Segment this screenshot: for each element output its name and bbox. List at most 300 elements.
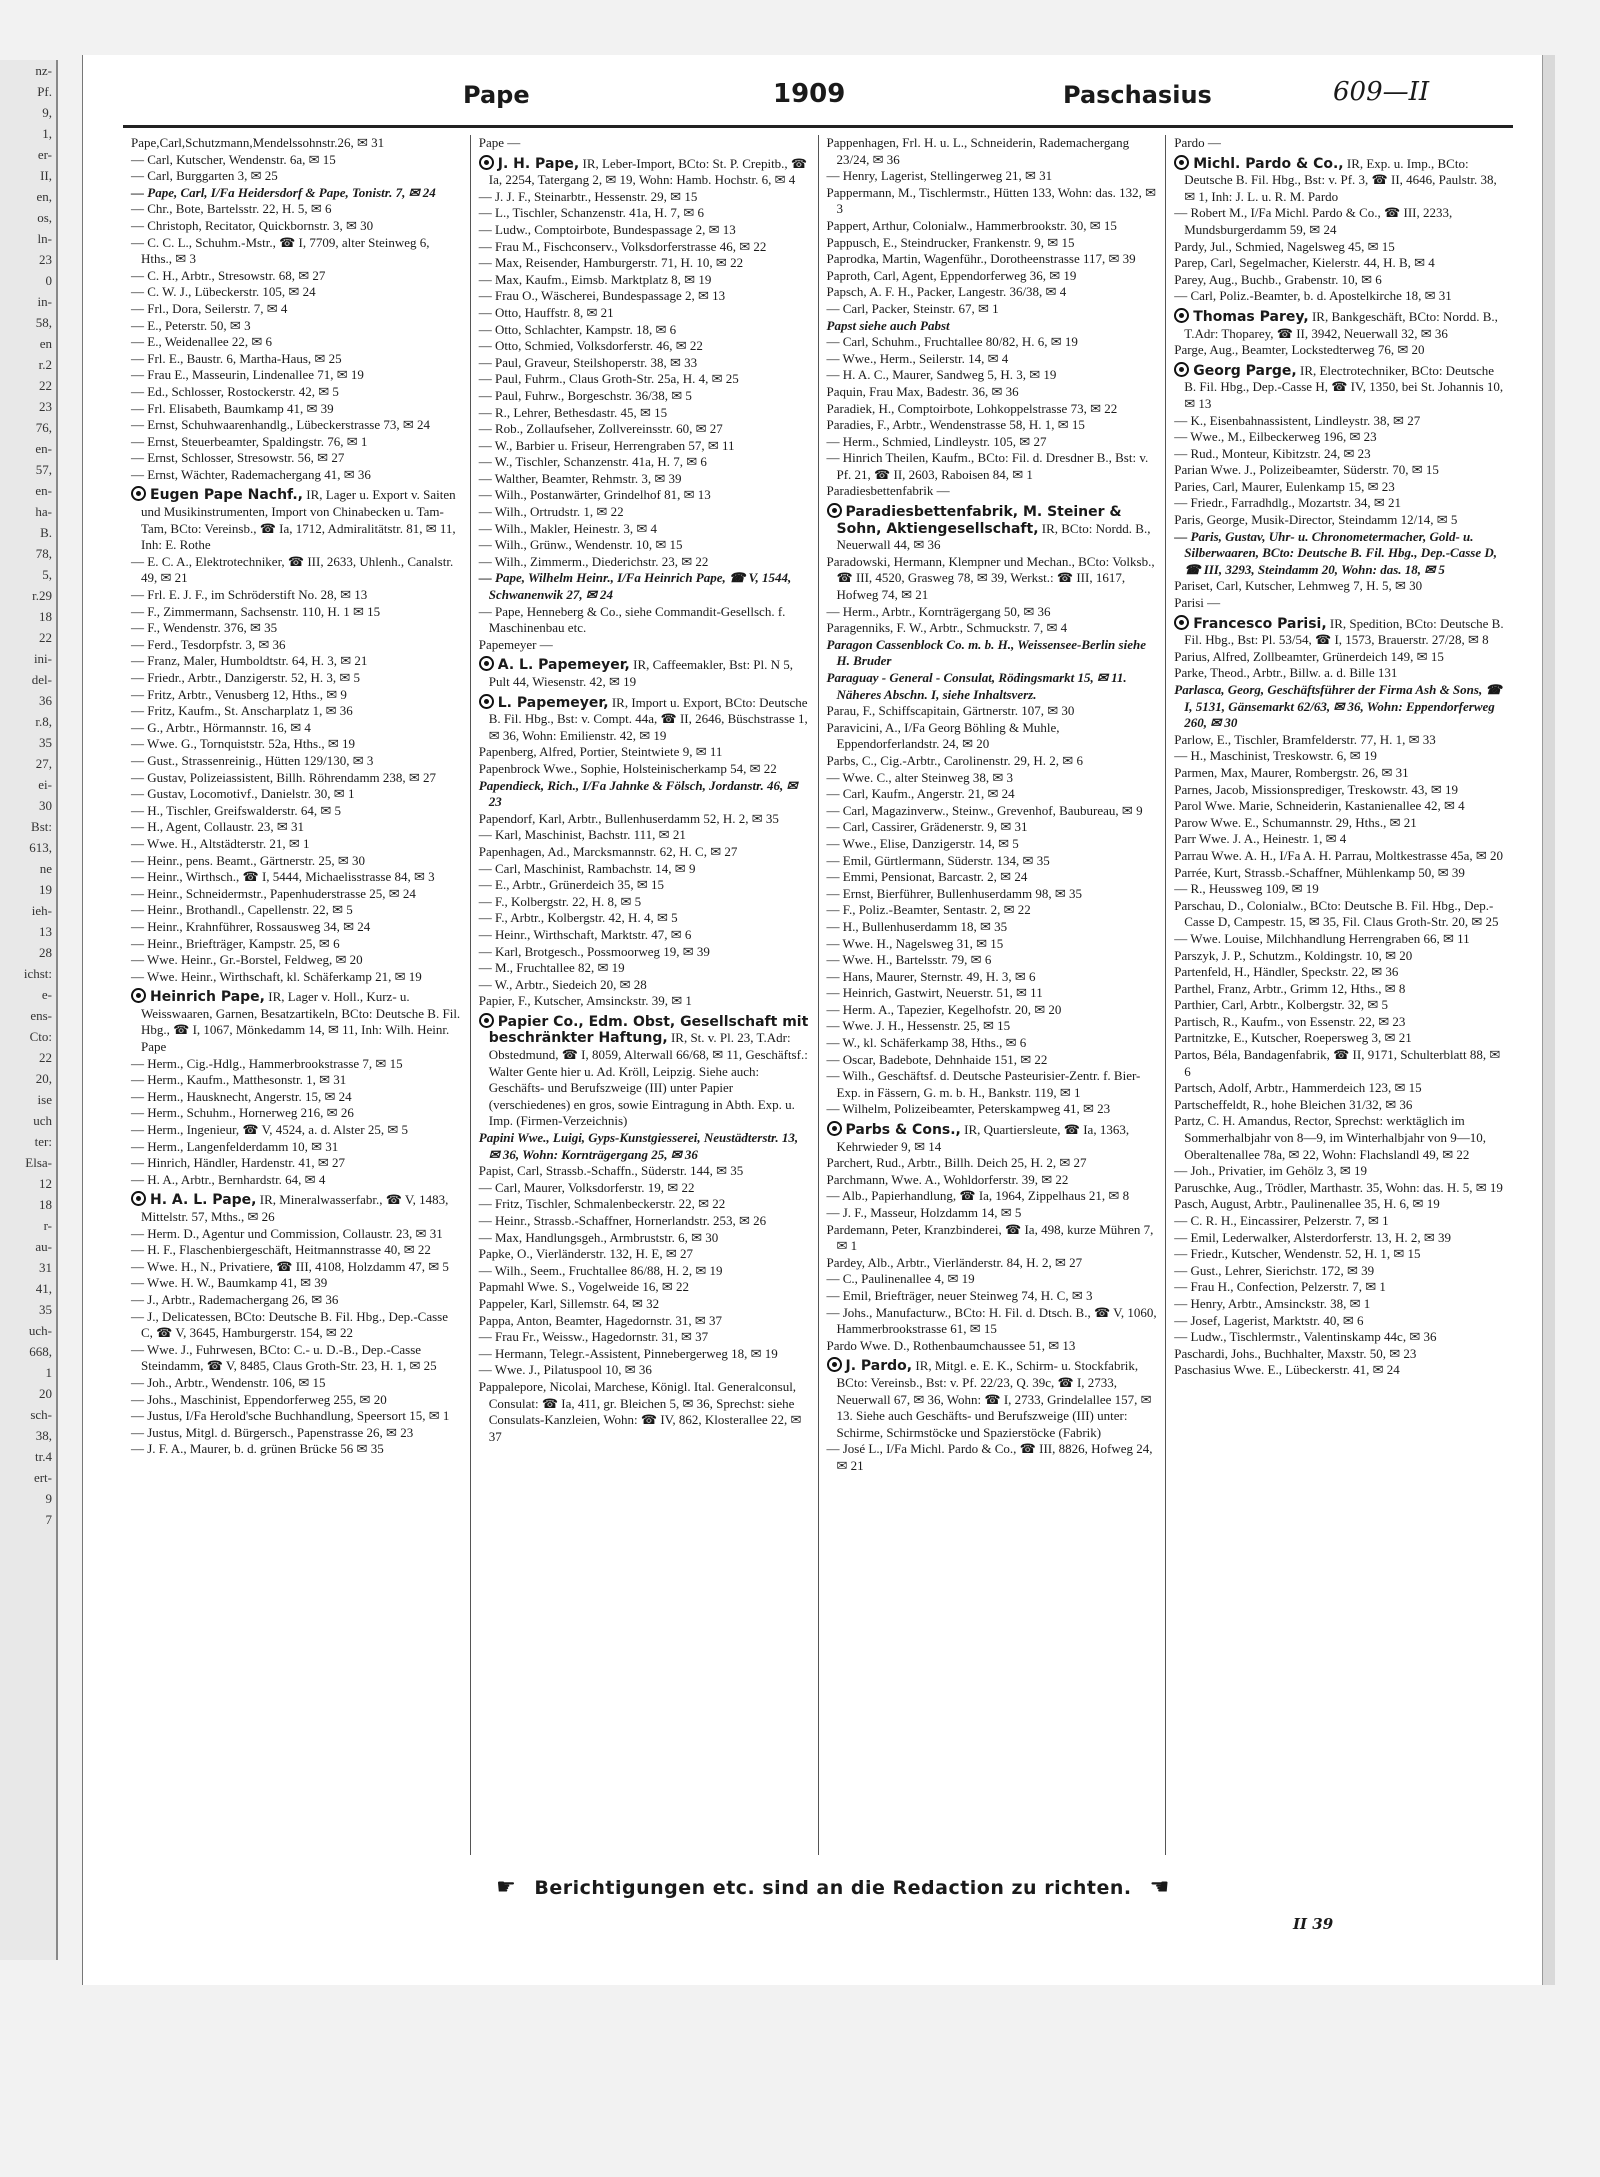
directory-entry xyxy=(131,185,462,202)
directory-entry xyxy=(827,1288,1158,1305)
directory-entry xyxy=(1174,288,1505,305)
entry-text: — C. C. L., Schuhm.-Mstr., ☎ I, 7709, alter Steinweg 6, Hths., ✉ 3 xyxy=(131,234,430,267)
firm-name: Georg Parge, xyxy=(1193,362,1297,379)
directory-entry xyxy=(479,554,810,571)
directory-entry xyxy=(827,670,1158,703)
directory-entry xyxy=(1174,135,1505,152)
margin-fragment: en, xyxy=(36,189,52,204)
column-2 xyxy=(471,135,819,1855)
firm-mark-icon xyxy=(1174,362,1189,377)
entry-text: — Carl, Maschinist, Rambachstr. 14, ✉ 9 xyxy=(478,860,696,876)
entry-text: — Herm., Schmied, Lindleystr. 105, ✉ 27 xyxy=(826,433,1047,449)
entry-text: Partz, C. H. Amandus, Rector, Sprechst: werktäglich im Sommerhalbjahr von 8—9, im Winterhalbjahr von 9—10, Oberaltenallee 78a, ✉ 22, Wohn: Flachslandl 49, ✉ 22 xyxy=(1174,1113,1487,1162)
directory-entry xyxy=(827,637,1158,670)
entry-text: — R., Heussweg 109, ✉ 19 xyxy=(1174,881,1319,897)
directory-entry xyxy=(1174,272,1505,289)
entry-text: Parisi — xyxy=(1174,595,1221,611)
firm-details: IR, Leber-Import, BCto: St. P. Crepitb., ☎ Ia, 2254, Tatergang 2, ✉ 19, Wohn: Hamb. Hochstr. 6, ✉ 4 xyxy=(488,155,808,188)
directory-entry xyxy=(131,886,462,903)
entry-text: — H., Bullenhuserdamm 18, ✉ 35 xyxy=(826,918,1008,934)
directory-entry xyxy=(131,318,462,335)
directory-entry xyxy=(479,944,810,961)
entry-text: Parol Wwe. Marie, Schneiderin, Kastanienallee 42, ✉ 4 xyxy=(1174,798,1465,814)
entry-text: Pappert, Arthur, Colonialw., Hammerbrookstr. 30, ✉ 15 xyxy=(826,217,1117,233)
directory-entry xyxy=(479,927,810,944)
entry-text: Pape — xyxy=(478,135,521,150)
entry-text: — Wilh., Seem., Fruchtallee 86/88, H. 2, ✉ 19 xyxy=(478,1262,723,1278)
entry-text: Paproth, Carl, Agent, Eppendorferweg 36, ✉ 19 xyxy=(826,267,1077,283)
firm-name: Thomas Parey, xyxy=(1193,308,1309,325)
directory-entry xyxy=(479,504,810,521)
directory-entry xyxy=(479,977,810,994)
directory-entry xyxy=(827,720,1158,753)
entry-text: — Ludw., Tischlermstr., Valentinskamp 44c, ✉ 36 xyxy=(1174,1329,1437,1345)
entry-text: Papke, O., Vierländerstr. 132, H. E, ✉ 27 xyxy=(478,1246,693,1262)
directory-entry xyxy=(1174,462,1505,479)
directory-entry xyxy=(1174,649,1505,666)
entry-text: Parr Wwe. J. A., Heinestr. 1, ✉ 4 xyxy=(1174,831,1347,847)
directory-entry xyxy=(827,334,1158,351)
entry-text: — Friedr., Arbtr., Danzigerstr. 52, H. 3, ✉ 5 xyxy=(131,670,360,685)
entry-text: — Pape, Wilhelm Heinr., I/Fa Heinrich Pape, ☎ V, 1544, Schwanenwik 27, ✉ 24 xyxy=(478,570,792,603)
entry-text: — Ed., Schlosser, Rostockerstr. 42, ✉ 5 xyxy=(131,383,339,399)
margin-fragment: ieh- xyxy=(31,903,52,918)
entry-text: Paragon Cassenblock Co. m. b. H., Weissensee-Berlin siehe H. Bruder xyxy=(826,636,1146,669)
directory-entry xyxy=(827,218,1158,235)
directory-entry xyxy=(131,1155,462,1172)
directory-entry xyxy=(131,902,462,919)
directory-entry xyxy=(131,334,462,351)
directory-entry xyxy=(131,786,462,803)
firm-name: A. L. Papemeyer, xyxy=(497,657,630,674)
entry-text: Pappeler, Karl, Sillemstr. 64, ✉ 32 xyxy=(478,1295,660,1311)
margin-fragment: 58, xyxy=(35,315,52,330)
margin-fragment: 19 xyxy=(39,882,52,897)
entry-text: — Heinr., Brothandl., Capellenstr. 22, ✉ 5 xyxy=(131,902,353,918)
entry-text: Parrau Wwe. A. H., I/Fa A. H. Parrau, Moltkestrasse 45a, ✉ 20 xyxy=(1174,847,1503,863)
margin-fragment: r.2 xyxy=(38,357,52,372)
entry-text: Papier, F., Kutscher, Amsinckstr. 39, ✉ 1 xyxy=(478,993,692,1009)
directory-entry xyxy=(827,351,1158,368)
entry-text: — Heinr., Wirthschaft, Marktstr. 47, ✉ 6 xyxy=(478,926,692,942)
margin-fragment: 5, xyxy=(42,567,52,582)
directory-entry xyxy=(479,454,810,471)
directory-entry xyxy=(479,239,810,256)
directory-entry xyxy=(827,952,1158,969)
entry-text: Papenbrock Wwe., Sophie, Holsteinischerkamp 54, ✉ 22 xyxy=(478,760,777,776)
entry-text: — Carl, Burggarten 3, ✉ 25 xyxy=(131,168,278,184)
directory-entry xyxy=(479,570,810,603)
firm-entry xyxy=(827,503,1158,554)
firm-details: IR, Mitgl. e. E. K., Schirm- u. Stockfabrik, BCto: Vereinsb., Bst: v. Pf. 22/23, Q. 39c, ☎ I, 2733, Neuerwall 67, ✉ 36, Wohn: ☎ I, 2733, Grindelallee 157, ✉ 13. Siehe auch Geschäfts- und Berufszweige (III) unter: Schirme, Schirmstöcke und Spazierstöcke (Fabrik) xyxy=(836,1358,1152,1440)
directory-entry xyxy=(827,417,1158,434)
entry-text: — Paul, Fuhrw., Borgeschstr. 36/38, ✉ 5 xyxy=(478,387,692,403)
firm-mark-icon xyxy=(479,155,494,170)
entry-text: — Frau H., Confection, Pelzerstr. 7, ✉ 1 xyxy=(1174,1279,1386,1295)
entry-text: Parszyk, J. P., Schutzm., Koldingstr. 10, ✉ 20 xyxy=(1174,947,1413,963)
directory-entry xyxy=(479,1296,810,1313)
entry-text: — C. H., Arbtr., Stresowstr. 68, ✉ 27 xyxy=(131,267,326,283)
directory-entry xyxy=(1174,748,1505,765)
directory-entry xyxy=(131,1392,462,1409)
directory-entry xyxy=(827,251,1158,268)
margin-fragment: ne xyxy=(39,861,52,876)
entry-text: Partos, Béla, Bandagenfabrik, ☎ II, 9171, Schulterblatt 88, ✉ 6 xyxy=(1174,1047,1501,1079)
firm-mark-icon xyxy=(479,694,494,709)
adjacent-page-strip xyxy=(0,60,58,1960)
entry-text: — Herm., Hausknecht, Angerstr. 15, ✉ 24 xyxy=(131,1088,352,1104)
directory-entry xyxy=(131,703,462,720)
margin-fragment: in- xyxy=(37,294,52,309)
entry-text: — Hinrich, Händler, Hardenstr. 41, ✉ 27 xyxy=(131,1155,345,1171)
entry-text: — Wilh., Postanwärter, Grindelhof 81, ✉ 13 xyxy=(478,487,711,503)
directory-entry xyxy=(1174,765,1505,782)
directory-entry xyxy=(827,1441,1158,1474)
directory-entry xyxy=(131,1226,462,1243)
entry-text: — Heinr., Wirthsch., ☎ I, 5444, Michaelisstrasse 84, ✉ 3 xyxy=(131,869,435,885)
directory-entry xyxy=(131,554,462,587)
margin-fragment: r- xyxy=(43,1218,52,1233)
directory-entry xyxy=(131,1375,462,1392)
directory-entry xyxy=(131,1259,462,1276)
entry-text: Parius, Alfred, Zollbeamter, Grünerdeich 149, ✉ 15 xyxy=(1174,648,1444,664)
margin-fragment: e- xyxy=(41,987,52,1002)
directory-entry xyxy=(131,952,462,969)
entry-text: — Frau E., Masseurin, Lindenallee 71, ✉ 19 xyxy=(131,367,364,383)
entry-text: — Herm., Ingenieur, ☎ V, 4524, a. d. Alster 25, ✉ 5 xyxy=(131,1122,409,1138)
directory-entry xyxy=(1174,1196,1505,1213)
entry-text: — Wwe. Heinr., Wirthschaft, kl. Schäferkamp 21, ✉ 19 xyxy=(131,968,422,984)
entry-text: — Hermann, Telegr.-Assistent, Pinnebergerweg 18, ✉ 19 xyxy=(478,1345,778,1361)
entry-text: — K., Eisenbahnassistent, Lindleystr. 38, ✉ 27 xyxy=(1174,412,1421,428)
entry-text: — Ernst, Schlosser, Stresowstr. 56, ✉ 27 xyxy=(131,450,345,466)
entry-text: Paradiesbettenfabrik — xyxy=(826,483,950,499)
entry-text: — Chr., Bote, Bartelsstr. 22, H. 5, ✉ 6 xyxy=(131,201,332,217)
entry-text: Parian Wwe. J., Polizeibeamter, Süderstr. 70, ✉ 15 xyxy=(1174,462,1439,478)
directory-entry xyxy=(479,255,810,272)
directory-entry xyxy=(1174,495,1505,512)
margin-fragment: ise xyxy=(37,1092,52,1107)
firm-entry xyxy=(1174,362,1505,413)
entry-text: — Otto, Schlachter, Kampstr. 18, ✉ 6 xyxy=(478,321,677,337)
directory-entry xyxy=(131,1408,462,1425)
entry-text: — R., Lehrer, Bethesdastr. 45, ✉ 15 xyxy=(478,404,668,420)
entry-text: — H., Maschinist, Treskowstr. 6, ✉ 19 xyxy=(1174,748,1377,764)
directory-entry xyxy=(131,836,462,853)
directory-entry xyxy=(827,1271,1158,1288)
directory-entry xyxy=(827,836,1158,853)
directory-entry xyxy=(1174,798,1505,815)
margin-fragment: 35 xyxy=(39,735,52,750)
directory-entry xyxy=(131,1172,462,1189)
entry-text: — H. F., Flaschenbiergeschäft, Heitmannstrasse 40, ✉ 22 xyxy=(131,1242,431,1258)
firm-mark-icon xyxy=(131,988,146,1003)
entry-text: — Herm., Arbtr., Kornträgergang 50, ✉ 36 xyxy=(826,603,1051,619)
entry-text: Papst siehe auch Pabst xyxy=(826,317,950,333)
directory-entry xyxy=(479,778,810,811)
directory-entry xyxy=(827,1052,1158,1069)
firm-name: L. Papemeyer, xyxy=(497,694,609,711)
entry-text: — Pape, Carl, I/Fa Heidersdorf & Pape, Tonistr. 7, ✉ 24 xyxy=(131,184,436,200)
firm-name: Papier Co., Edm. Obst, Gesellschaft mit beschränkter Haftung, xyxy=(488,1013,809,1047)
directory-entry xyxy=(131,919,462,936)
entry-text: — Wilh., Makler, Heinestr. 3, ✉ 4 xyxy=(478,520,657,536)
entry-text: — Paris, Gustav, Uhr- u. Chronometermacher, Gold- u. Silberwaaren, BCto: Deutsche B. Fil. Hbg., Dep.-Casse D, ☎ III, 3293, Steindamm 20, Wohn: das. 18, ✉ 5 xyxy=(1174,528,1497,577)
entry-text: Parthier, Carl, Arbtr., Kolbergstr. 32, ✉ 5 xyxy=(1174,997,1389,1013)
directory-entry xyxy=(479,1263,810,1280)
directory-entry xyxy=(131,284,462,301)
directory-entry xyxy=(827,969,1158,986)
directory-entry xyxy=(1174,1230,1505,1247)
margin-fragment: 613, xyxy=(29,840,52,855)
directory-entry xyxy=(479,205,810,222)
directory-entry xyxy=(131,434,462,451)
directory-entry xyxy=(131,936,462,953)
entry-text: — Wwe. C., alter Steinweg 38, ✉ 3 xyxy=(826,769,1013,785)
entry-text: — Ferd., Tesdorpfstr. 3, ✉ 36 xyxy=(131,636,286,652)
entry-text: Papsch, A. F. H., Packer, Langestr. 36/38, ✉ 4 xyxy=(826,284,1067,300)
directory-entry xyxy=(827,450,1158,483)
entry-text: — Emil, Gürtlermann, Süderstr. 134, ✉ 35 xyxy=(826,852,1050,868)
margin-fragment: 38, xyxy=(35,1428,52,1443)
directory-entry xyxy=(827,235,1158,252)
directory-entry xyxy=(827,1068,1158,1101)
firm-details: IR, Caffeemakler, Bst: Pl. N 5, Pult 44, Wiesenstr. 42, ✉ 19 xyxy=(488,657,794,689)
entry-text: — Frl. E., Baustr. 6, Martha-Haus, ✉ 25 xyxy=(131,350,342,366)
entry-text: Pappenhagen, Frl. H. u. L., Schneiderin, Rademachergang 23/24, ✉ 36 xyxy=(826,135,1130,167)
directory-entry xyxy=(827,1305,1158,1338)
directory-entry xyxy=(131,417,462,434)
directory-entry xyxy=(1174,931,1505,948)
directory-entry xyxy=(131,1292,462,1309)
firm-entry xyxy=(479,155,810,189)
entry-text: — Emmi, Pensionat, Barcastr. 2, ✉ 24 xyxy=(826,869,1028,885)
entry-text: — H. A., Arbtr., Bernhardstr. 64, ✉ 4 xyxy=(131,1171,326,1187)
entry-text: — F., Wendenstr. 376, ✉ 35 xyxy=(131,620,278,636)
entry-text: Pappa, Anton, Beamter, Hagedornstr. 31, ✉ 37 xyxy=(478,1312,722,1328)
firm-name: Paradiesbettenfabrik, M. Steiner & Sohn, Aktiengesellschaft, xyxy=(836,504,1122,537)
entry-text: — Alb., Papierhandlung, ☎ Ia, 1964, Zippelhaus 21, ✉ 8 xyxy=(826,1188,1130,1204)
directory-entry xyxy=(131,653,462,670)
directory-entry xyxy=(1174,413,1505,430)
margin-fragment: au- xyxy=(35,1239,52,1254)
directory-entry xyxy=(1174,578,1505,595)
directory-entry xyxy=(1174,429,1505,446)
directory-entry xyxy=(131,467,462,484)
directory-entry xyxy=(479,1379,810,1445)
margin-fragment: en- xyxy=(35,483,52,498)
margin-fragment: 31 xyxy=(39,1260,52,1275)
firm-mark-icon xyxy=(479,656,494,671)
directory-entry xyxy=(1174,1047,1505,1080)
entry-text: — J. F. A., Maurer, b. d. grünen Brücke 56 ✉ 35 xyxy=(131,1441,384,1457)
directory-entry xyxy=(827,753,1158,770)
directory-entry xyxy=(131,1342,462,1375)
entry-text: — Gustav, Polizeiassistent, Billh. Röhrendamm 238, ✉ 27 xyxy=(131,769,437,785)
directory-entry xyxy=(827,185,1158,218)
entry-text: — J., Delicatessen, BCto: Deutsche B. Fil. Hbg., Dep.-Casse C, ☎ V, 3645, Hamburgerstr. 154, ✉ 22 xyxy=(131,1308,449,1341)
directory-entry xyxy=(479,1163,810,1180)
entry-text: Papini Wwe., Luigi, Gyps-Kunstgiesserei, Neustädterstr. 13, ✉ 36, Wohn: Kornträgergang 25, ✉ 36 xyxy=(478,1130,799,1162)
entry-text: — Wwe. H., N., Privatiere, ☎ III, 4108, Holzdamm 47, ✉ 5 xyxy=(131,1258,449,1274)
entry-text: — Gustav, Locomotivf., Danielstr. 30, ✉ 1 xyxy=(131,786,355,802)
entry-text: — W., Arbtr., Siedeich 20, ✉ 28 xyxy=(478,976,647,992)
directory-entry xyxy=(1174,512,1505,529)
entry-text: — Herm., Kaufm., Matthesonstr. 1, ✉ 31 xyxy=(131,1072,347,1088)
entry-text: — Hinrich Theilen, Kaufm., BCto: Fil. d. Dresdner B., Bst: v. Pf. 21, ☎ II, 2603, Raboisen 84, ✉ 1 xyxy=(826,450,1149,482)
entry-text: Parep, Carl, Segelmacher, Kielerstr. 44, H. B, ✉ 4 xyxy=(1174,255,1435,271)
directory-entry xyxy=(827,936,1158,953)
directory-entry xyxy=(1174,1097,1505,1114)
margin-fragment: del- xyxy=(31,672,52,687)
margin-fragment: 668, xyxy=(29,1344,52,1359)
entry-text: — Heinr., Krahnführer, Rossausweg 34, ✉ 24 xyxy=(131,918,371,934)
entry-text: — Pape, Henneberg & Co., siehe Commandit-Gesellsch. f. Maschinenbau etc. xyxy=(478,603,786,636)
directory-entry xyxy=(479,487,810,504)
entry-text: — Wwe., Herm., Seilerstr. 14, ✉ 4 xyxy=(826,350,1009,366)
margin-fragment: 9, xyxy=(42,105,52,120)
entry-text: Parow Wwe. E., Schumannstr. 29, Hths., ✉ 21 xyxy=(1174,814,1417,830)
directory-entry xyxy=(827,985,1158,1002)
entry-text: — C., Paulinenallee 4, ✉ 19 xyxy=(826,1271,975,1287)
entry-text: — Henry, Arbtr., Amsinckstr. 38, ✉ 1 xyxy=(1174,1295,1371,1311)
firm-name: J. Pardo, xyxy=(845,1358,913,1375)
entry-text: Partenfeld, H., Händler, Speckstr. 22, ✉ 36 xyxy=(1174,964,1399,980)
directory-entry xyxy=(827,803,1158,820)
entry-text: — Hans, Maurer, Sternstr. 49, H. 3, ✉ 6 xyxy=(826,968,1036,984)
entry-text: Papemeyer — xyxy=(478,636,553,652)
entry-text: — Herm., Cig.-Hdlg., Hammerbrookstrasse 7, ✉ 15 xyxy=(131,1055,403,1071)
entry-text: — Emil, Briefträger, neuer Steinweg 74, H. C, ✉ 3 xyxy=(826,1287,1093,1303)
directory-entry xyxy=(1174,848,1505,865)
directory-entry xyxy=(827,1018,1158,1035)
firm-entry xyxy=(1174,308,1505,342)
entry-text: Pappalepore, Nicolai, Marchese, Königl. Ital. Generalconsul, Consulat: ☎ Ia, 411, gr. Bleichen 5, ✉ 36, Sprechst: siehe Consulats-Kanzleien, Wohn: ☎ IV, 862, Klosterallee 22, ✉ 37 xyxy=(478,1378,802,1444)
entry-text: Parau, F., Schiffscapitain, Gärtnerstr. 107, ✉ 30 xyxy=(826,703,1075,719)
firm-mark-icon xyxy=(479,1013,494,1028)
entry-text: Papendorf, Karl, Arbtr., Bullenhuserdamm 52, H. 2, ✉ 35 xyxy=(478,810,779,826)
header-last-name: Paschasius xyxy=(1063,81,1212,109)
margin-fragment: 0 xyxy=(45,273,52,288)
margin-fragment: 23 xyxy=(39,252,52,267)
entry-text: — Karl, Maschinist, Bachstr. 111, ✉ 21 xyxy=(478,827,686,843)
directory-entry xyxy=(827,301,1158,318)
entry-text: Parrée, Kurt, Strassb.-Schaffner, Mühlenkamp 50, ✉ 39 xyxy=(1174,864,1465,880)
directory-entry xyxy=(479,288,810,305)
entry-text: Parmen, Max, Maurer, Rombergstr. 26, ✉ 31 xyxy=(1174,764,1409,780)
entry-text: — F., Kolbergstr. 22, H. 8, ✉ 5 xyxy=(478,893,642,909)
entry-text: — Justus, Mitgl. d. Bürgersch., Papenstrasse 26, ✉ 23 xyxy=(131,1424,414,1440)
page-edge xyxy=(1542,55,1555,1985)
directory-entry xyxy=(479,877,810,894)
entry-text: Pariset, Carl, Kutscher, Lehmweg 7, H. 5, ✉ 30 xyxy=(1174,578,1423,594)
directory-entry xyxy=(827,318,1158,335)
firm-mark-icon xyxy=(827,1357,842,1372)
pointing-hand-right-icon: ☚ xyxy=(1149,1875,1170,1900)
directory-entry xyxy=(479,1196,810,1213)
entry-text: Papendieck, Rich., I/Fa Jahnke & Fölsch, Jordanstr. 46, ✉ 23 xyxy=(478,777,798,810)
directory-entry xyxy=(479,521,810,538)
directory-entry xyxy=(131,1441,462,1458)
margin-fragment: 27, xyxy=(35,756,52,771)
firm-entry xyxy=(131,1191,462,1225)
entry-text: — Carl, Kutscher, Wendenstr. 6a, ✉ 15 xyxy=(131,151,336,167)
margin-fragment: 35 xyxy=(39,1302,52,1317)
margin-fragment: nz- xyxy=(35,63,52,78)
directory-entry xyxy=(131,803,462,820)
page-header xyxy=(123,69,1503,121)
entry-text: — Robert M., I/Fa Michl. Pardo & Co., ☎ III, 2233, Mundsburgerdamm 59, ✉ 24 xyxy=(1174,205,1453,237)
entry-text: — Wwe. J., Fuhrwesen, BCto: C.- u. D.-B., Dep.-Casse Steindamm, ☎ V, 8485, Claus Groth-Str. 23, H. 1, ✉ 25 xyxy=(131,1341,437,1374)
margin-fragment: uch- xyxy=(28,1323,52,1338)
entry-text: — Carl, Poliz.-Beamter, b. d. Apostelkirche 18, ✉ 31 xyxy=(1174,288,1452,304)
entry-text: Pardo — xyxy=(1174,135,1221,150)
directory-entry xyxy=(479,272,810,289)
firm-details: IR, Electrotechniker, BCto: Deutsche B. Fil. Hbg., Dep.-Casse H, ☎ IV, 1350, bei St. Johannis 10, ✉ 13 xyxy=(1184,362,1504,411)
directory-entry xyxy=(479,844,810,861)
directory-entry xyxy=(131,1309,462,1342)
firm-mark-icon xyxy=(1174,308,1189,323)
entry-text: — Friedr., Kutscher, Wendenstr. 52, H. 1, ✉ 15 xyxy=(1174,1246,1421,1262)
entry-text: — Wwe., M., Eilbeckerweg 196, ✉ 23 xyxy=(1174,429,1377,445)
header-year: 1909 xyxy=(773,79,846,109)
directory-entry xyxy=(131,1122,462,1139)
directory-entry xyxy=(827,1188,1158,1205)
entry-text: — Johs., Manufacturw., BCto: H. Fil. d. Dtsch. B., ☎ V, 1060, Hammerbrookstrasse 61, ✉ 15 xyxy=(826,1304,1157,1337)
directory-entry xyxy=(479,1230,810,1247)
directory-entry xyxy=(131,135,462,152)
entry-text: — F., Arbtr., Kolbergstr. 42, H. 4, ✉ 5 xyxy=(478,910,678,926)
directory-entry xyxy=(479,322,810,339)
directory-entry xyxy=(827,401,1158,418)
directory-entry xyxy=(131,1139,462,1156)
margin-fragment: 1 xyxy=(45,1365,52,1380)
directory-entry xyxy=(131,853,462,870)
directory-entry xyxy=(479,222,810,239)
firm-details: IR, Quartiersleute, ☎ Ia, 1363, Kehrwieder 9, ✉ 14 xyxy=(836,1122,1130,1154)
directory-entry xyxy=(131,152,462,169)
firm-details: IR, Import u. Export, BCto: Deutsche B. Fil. Hbg., Bst: v. Compt. 44a, ☎ II, 2646, Büschstrasse 1, ✉ 36, Wohn: Emilienstr. 42, ✉ 19 xyxy=(488,694,808,743)
entry-text: — Walther, Beamter, Rehmstr. 3, ✉ 39 xyxy=(478,470,682,486)
directory-entry xyxy=(131,687,462,704)
entry-text: Pardey, Alb., Arbtr., Vierländerstr. 84, H. 2, ✉ 27 xyxy=(826,1254,1083,1270)
margin-fragment: 9 xyxy=(45,1491,52,1506)
directory-entry xyxy=(827,1205,1158,1222)
directory-entry xyxy=(479,1279,810,1296)
directory-entry xyxy=(479,604,810,637)
entry-text: — Wilh., Grünw., Wendenstr. 10, ✉ 15 xyxy=(478,537,683,553)
directory-entry xyxy=(131,869,462,886)
entry-text: — Frl. Elisabeth, Baumkamp 41, ✉ 39 xyxy=(131,400,334,416)
firm-details: IR, Lager u. Export v. Saiten und Musikinstrumenten, Import von Chinabecken u. Tam-Tam, BCto: Vereinsb., ☎ Ia, 1712, Admiralitätstr. 81, ✉ 11, Inh: E. Rothe xyxy=(141,487,456,553)
directory-entry xyxy=(131,720,462,737)
entry-text: Paradiek, H., Comptoirbote, Lohkoppelstrasse 73, ✉ 22 xyxy=(826,400,1118,416)
entry-text: Parschau, D., Colonialw., BCto: Deutsche B. Fil. Hbg., Dep.-Casse D, Campestr. 15, ✉ 35, Fil. Claus Groth-Str. 20, ✉ 25 xyxy=(1174,897,1499,930)
entry-text: Papmahl Wwe. S., Vogelweide 16, ✉ 22 xyxy=(478,1279,689,1295)
entry-text: — Fritz, Arbtr., Venusberg 12, Hths., ✉ 9 xyxy=(131,686,347,702)
directory-entry xyxy=(1174,529,1505,579)
margin-fragment: en xyxy=(39,336,52,351)
directory-entry xyxy=(827,168,1158,185)
entry-text: — Carl, Cassirer, Grädenerstr. 9, ✉ 31 xyxy=(826,819,1028,835)
firm-mark-icon xyxy=(131,1191,146,1206)
directory-entry xyxy=(479,894,810,911)
directory-entry xyxy=(131,351,462,368)
entry-text: — Ernst, Steuerbeamter, Spaldingstr. 76, ✉ 1 xyxy=(131,433,368,449)
directory-entry xyxy=(131,770,462,787)
entry-text: — Oscar, Badebote, Dehnhaide 151, ✉ 22 xyxy=(826,1051,1048,1067)
entry-text: Papenhagen, Ad., Marcksmannstr. 62, H. C, ✉ 27 xyxy=(478,843,738,859)
